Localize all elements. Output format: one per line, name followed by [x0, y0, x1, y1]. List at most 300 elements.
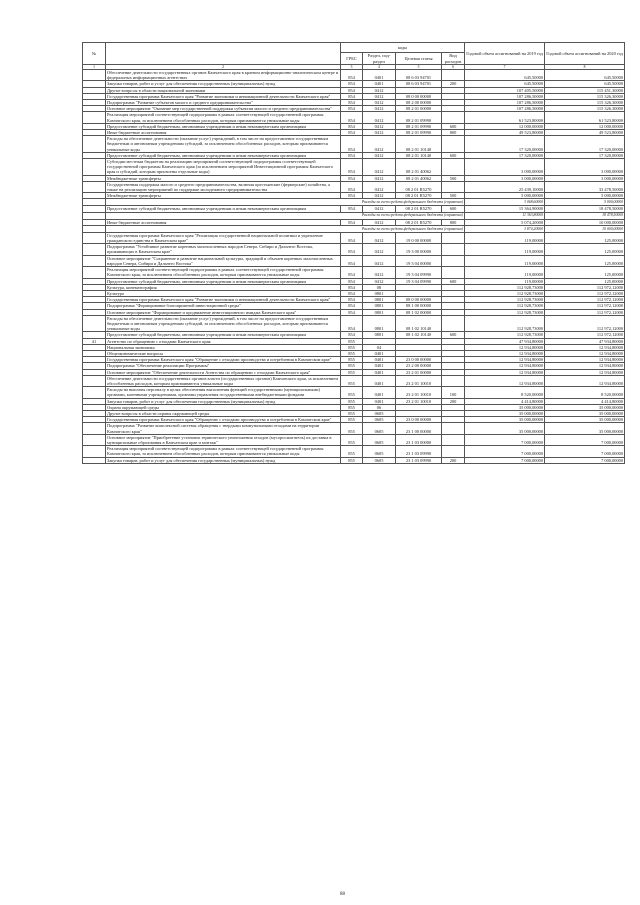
ref-amount-2020: 18 478,50000 [545, 212, 625, 219]
row-grbs: 854 [341, 255, 363, 266]
row-section: 0401 [363, 70, 396, 81]
row-expense-type: 800 [442, 130, 465, 136]
row-section: 0412 [363, 219, 396, 225]
table-row [83, 244, 625, 255]
row-section: 0412 [363, 130, 396, 136]
row-amount-2020: 17 320,00000 [545, 136, 625, 153]
row-grbs: 855 [341, 404, 363, 410]
row-expense-type [442, 315, 465, 332]
row-amount-2019: 3 000,00000 [465, 175, 545, 181]
row-amount-2020: 115 326,30000 [545, 106, 625, 112]
row-amount-2019: 5 074,20000 [465, 219, 545, 225]
row-section: 0412 [363, 123, 396, 129]
row-amount-2019: 7 000,00000 [465, 457, 545, 463]
row-name: Подпрограмма "Развитие субъектов малого и среднего предпринимательства" [106, 100, 341, 106]
row-grbs: 855 [341, 417, 363, 423]
row-grbs: 855 [341, 344, 363, 350]
row-amount-2019: 112 928,73000 [465, 309, 545, 315]
row-name: Обеспечение деятельности государственных органов власти (государственных органов) Камчатского края, за исключением обособленных расходов, которым присваиваются уникальные коды [106, 375, 341, 386]
table-row [83, 446, 625, 457]
row-section: 0801 [363, 309, 396, 315]
ref-amount-2019: 3 068,60000 [465, 199, 545, 206]
row-grbs: 854 [341, 123, 363, 129]
table-row [83, 112, 625, 123]
row-amount-2020: 125,00000 [545, 232, 625, 243]
row-section: 0605 [363, 410, 396, 416]
row-amount-2019: 3 000,00000 [465, 159, 545, 176]
row-target-article: 19 3 04 00000 [396, 255, 442, 266]
table-subrow-reference [83, 199, 625, 206]
header-num: № [83, 43, 106, 65]
row-grbs: 854 [341, 112, 363, 123]
table-row [83, 423, 625, 434]
row-name: Основное мероприятие "Обеспечение деятельности Агентства по обращению с отходами Камчатского края" [106, 369, 341, 375]
row-section: 0401 [363, 375, 396, 386]
row-name: Предоставление субсидий бюджетным, автономным учреждениям и иным некоммерческим организациям [106, 123, 341, 129]
row-grbs: 855 [341, 338, 363, 344]
row-amount-2019: 12 934,80000 [465, 369, 545, 375]
row-name: Иные бюджетные ассигнования [106, 130, 341, 136]
budget-table [82, 42, 625, 464]
row-amount-2019: 107 405,50000 [465, 87, 545, 93]
row-amount-2019: 5 000,00000 [465, 193, 545, 199]
row-amount-2020: 7 000,00000 [545, 446, 625, 457]
row-expense-type [442, 181, 465, 192]
table-row [83, 375, 625, 386]
table-row [83, 387, 625, 398]
row-target-article: 08 2 00 00000 [396, 100, 442, 106]
row-amount-2020: 12 000,00000 [545, 123, 625, 129]
row-amount-2020: 7 000,00000 [545, 457, 625, 463]
row-number [83, 423, 106, 434]
row-section: 0412 [363, 232, 396, 243]
row-amount-2019: 17 320,00000 [465, 152, 545, 158]
row-amount-2020: 7 000,00000 [545, 434, 625, 445]
row-expense-type [442, 375, 465, 386]
row-section: 0401 [363, 398, 396, 404]
row-amount-2019: 645,50000 [465, 81, 545, 87]
row-name: Основное мероприятие "Оказание мер государственной поддержки субъектам малого и среднего предпринимательства" [106, 106, 341, 112]
row-target-article: 08 2 01 40062 [396, 159, 442, 176]
table-body [83, 70, 625, 464]
row-name: Предоставление субсидий бюджетным, автономным учреждениям и иным некоммерческим организациям [106, 332, 341, 338]
row-target-article: 23 2 01 10010 [396, 387, 442, 398]
row-name: Субсидии местным бюджетам на реализацию мероприятий соответствующей подпрограммы соответствующей государственной программы Камчатского края (за исключением мероприятий Инвестиционной программы Камчатского края и субсидий, которым присвоены отдельные коды) [106, 159, 341, 176]
row-amount-2019: 12 934,80000 [465, 350, 545, 356]
row-number: 41 [83, 338, 106, 344]
row-expense-type [442, 70, 465, 81]
row-grbs: 854 [341, 309, 363, 315]
row-target-article: 08 2 01 10140 [396, 136, 442, 153]
header-codes: коды [341, 43, 465, 53]
row-expense-type [442, 232, 465, 243]
row-section: 0412 [363, 112, 396, 123]
row-expense-type [442, 244, 465, 255]
row-target-article: 08 2 01 00000 [396, 106, 442, 112]
row-number [83, 446, 106, 457]
row-name: Обеспечение деятельности государственных органов Камчатского края в краевом информационно-аналитическом центре и федеральных информационных агентствах [106, 70, 341, 81]
row-amount-2020: 35 000,00000 [545, 423, 625, 434]
row-section: 0605 [363, 446, 396, 457]
row-amount-2020: 115 326,30000 [545, 100, 625, 106]
row-expense-type [442, 255, 465, 266]
row-name: Закупка товаров, работ и услуг для обеспечения государственных (муниципальных) нужд [106, 398, 341, 404]
row-grbs: 854 [341, 290, 363, 296]
row-amount-2020: 5 000,00000 [545, 193, 625, 199]
row-name: Государственная программа Камчатского края "Обращение с отходами производства и потребления в Камчатском крае" [106, 417, 341, 423]
table-row [83, 159, 625, 176]
row-target-article: 23 1 00 00000 [396, 423, 442, 434]
row-grbs: 854 [341, 303, 363, 309]
row-target-article: 19 3 04 09990 [396, 278, 442, 284]
row-target-article: 08 2 01 09990 [396, 130, 442, 136]
row-target-article: 08 1 00 00000 [396, 303, 442, 309]
table-row [83, 434, 625, 445]
row-amount-2020: 112 972,12000 [545, 284, 625, 290]
row-expense-type: 500 [442, 175, 465, 181]
federal-budget-note: Расходы за счет средств федерального бюджета (справочно) [106, 225, 465, 232]
row-amount-2019: 4 414,80000 [465, 398, 545, 404]
row-expense-type: 600 [442, 123, 465, 129]
row-name: Государственная программа Камчатского края "Обращение с отходами производства и потребления в Камчатском крае" [106, 357, 341, 363]
row-target-article: 23 2 01 00000 [396, 369, 442, 375]
row-amount-2020: 4 414,80000 [545, 398, 625, 404]
row-amount-2019: 645,50000 [465, 70, 545, 81]
row-grbs: 854 [341, 181, 363, 192]
row-name: Другие вопросы в области национальной экономики [106, 87, 341, 93]
row-amount-2020: 125,00000 [545, 255, 625, 266]
row-target-article: 08 6 03 94701 [396, 70, 442, 81]
row-section: 0412 [363, 267, 396, 278]
row-section: 0801 [363, 332, 396, 338]
row-section: 0412 [363, 244, 396, 255]
table-row [83, 181, 625, 192]
row-section: 0412 [363, 175, 396, 181]
row-expense-type: 200 [442, 81, 465, 87]
row-amount-2019: 25 439,10000 [465, 181, 545, 192]
row-name: Предоставление субсидий бюджетным, автономным учреждениям и иным некоммерческим организациям [106, 152, 341, 158]
table-row [83, 457, 625, 463]
row-amount-2020: 12 934,80000 [545, 375, 625, 386]
row-section: 0412 [363, 100, 396, 106]
row-name: Охрана окружающей среды [106, 404, 341, 410]
row-amount-2020: 12 934,80000 [545, 344, 625, 350]
row-grbs: 854 [341, 297, 363, 303]
row-amount-2020: 112 972,12000 [545, 315, 625, 332]
header-2020: Годовой объем ассигнований на 2020 год [545, 43, 625, 65]
row-grbs: 855 [341, 375, 363, 386]
row-amount-2019: 119,00000 [465, 255, 545, 266]
row-name: Межбюджетные трансферты [106, 193, 341, 199]
header-name [106, 43, 341, 65]
row-section: 0412 [363, 255, 396, 266]
table-subrow-reference [83, 212, 625, 219]
table-row [83, 267, 625, 278]
row-grbs: 855 [341, 387, 363, 398]
row-amount-2019: 61 523,80000 [465, 112, 545, 123]
row-name: Государственная программа Камчатского края "Реализация государственной национальной политики и укрепление гражданского единства в Камчатском крае" [106, 232, 341, 243]
row-section: 0412 [363, 106, 396, 112]
row-amount-2020: 115 451,30000 [545, 87, 625, 93]
row-target-article: 08 2 01 10140 [396, 152, 442, 158]
row-grbs: 854 [341, 278, 363, 284]
column-index-row: 1 2 3 4 5 6 7 8 [83, 65, 625, 70]
row-amount-2020: 10 000,00000 [545, 219, 625, 225]
row-amount-2020: 3 000,00000 [545, 159, 625, 176]
row-target-article: 23 2 00 00000 [396, 363, 442, 369]
row-section: 0412 [363, 193, 396, 199]
row-name: Подпрограмма "Развитие комплексной системы обращения с твердыми коммунальными отходами на территории Камчатского края" [106, 423, 341, 434]
row-grbs: 855 [341, 398, 363, 404]
row-name: Государственная поддержка малого и среднего предпринимательства, включая крестьянские (фермерские) хозяйства, а также на реализацию мероприятий по поддержке молодежного предпринимательства [106, 181, 341, 192]
row-amount-2019: 17 320,00000 [465, 136, 545, 153]
row-number [83, 136, 106, 153]
row-grbs: 854 [341, 81, 363, 87]
row-target-article: 23 1 03 00000 [396, 434, 442, 445]
header-csr: Целевая статья [396, 53, 442, 65]
row-section: 0401 [363, 81, 396, 87]
row-amount-2019: 112 928,73000 [465, 290, 545, 296]
row-section: 0801 [363, 297, 396, 303]
row-grbs: 854 [341, 284, 363, 290]
row-name: Общеэкономические вопросы [106, 350, 341, 356]
ref-amount-2019: 3 874,20000 [465, 225, 545, 232]
row-amount-2019: 8 520,00000 [465, 387, 545, 398]
row-name: Другие вопросы в области охраны окружающей среды [106, 410, 341, 416]
row-target-article: 08 1 02 00000 [396, 309, 442, 315]
row-expense-type: 200 [442, 398, 465, 404]
row-grbs: 854 [341, 100, 363, 106]
row-grbs: 855 [341, 357, 363, 363]
row-section: 0801 [363, 290, 396, 296]
row-target-article: 08 1 02 10140 [396, 315, 442, 332]
table-row [83, 232, 625, 243]
row-amount-2019: 119,00000 [465, 244, 545, 255]
ref-amount-2019: 11 363,80000 [465, 212, 545, 219]
row-amount-2020: 12 934,80000 [545, 369, 625, 375]
row-grbs: 854 [341, 315, 363, 332]
row-amount-2020: 645,50000 [545, 81, 625, 87]
row-section: 0605 [363, 434, 396, 445]
row-name: Государственная программа Камчатского края "Развитие экономики и инновационной деятельности Камчатского края" [106, 93, 341, 99]
row-expense-type: 600 [442, 278, 465, 284]
row-grbs: 854 [341, 152, 363, 158]
row-section: 0401 [363, 350, 396, 356]
row-amount-2020: 8 520,00000 [545, 387, 625, 398]
row-amount-2020: 112 972,12000 [545, 332, 625, 338]
row-amount-2020: 112 972,12000 [545, 297, 625, 303]
row-number [83, 70, 106, 81]
row-amount-2020: 47 934,80000 [545, 338, 625, 344]
row-section: 0401 [363, 363, 396, 369]
table-row [83, 255, 625, 266]
row-name: Агентство по обращению с отходами Камчатского края [106, 338, 341, 344]
row-grbs: 855 [341, 423, 363, 434]
row-target-article: 19 3 00 00000 [396, 244, 442, 255]
row-grbs: 854 [341, 106, 363, 112]
row-amount-2020: 3 000,00000 [545, 175, 625, 181]
row-grbs: 854 [341, 244, 363, 255]
row-grbs: 854 [341, 130, 363, 136]
row-name: Расходы на выплаты персоналу в целях обеспечения выполнения функций государственными (муниципальными) органами, казенными учреждениями, органами управления государственными внебюджетными фондами [106, 387, 341, 398]
row-name: Предоставление субсидий бюджетным, автономным учреждениям и иным некоммерческим организациям [106, 278, 341, 284]
row-amount-2020: 35 000,00000 [545, 417, 625, 423]
row-name: Подпрограмма "Формирование благоприятной инвестиционной среды" [106, 303, 341, 309]
row-number [83, 232, 106, 243]
row-expense-type [442, 446, 465, 457]
row-grbs: 855 [341, 363, 363, 369]
row-section: 0401 [363, 387, 396, 398]
table-row [83, 315, 625, 332]
table-subrow-reference [83, 225, 625, 232]
row-section: 0412 [363, 136, 396, 153]
row-target-article: 08 2 01 40062 [396, 175, 442, 181]
header-grbs: ГРБС [341, 53, 363, 65]
row-amount-2020: 125,00000 [545, 244, 625, 255]
row-section: 0412 [363, 278, 396, 284]
row-name: Основное мероприятие "Формирование и продвижение инвестиционного имиджа Камчатского края" [106, 309, 341, 315]
row-name: Расходы на обеспечение деятельности (оказание услуг) учреждений, в том числе на предоставление государственным бюджетным и автономным учреждениям субсидий, за исключением обособленных расходов, которым присваиваются уникальные коды [106, 136, 341, 153]
row-name: Национальная экономика [106, 344, 341, 350]
row-grbs: 854 [341, 159, 363, 176]
row-grbs: 855 [341, 446, 363, 457]
row-amount-2019: 35 000,00000 [465, 423, 545, 434]
row-amount-2020: 18 478,50000 [545, 206, 625, 212]
row-section: 0412 [363, 87, 396, 93]
row-target-article: 08 2 01 R5270 [396, 206, 442, 212]
row-section: 0801 [363, 315, 396, 332]
row-section: 0401 [363, 369, 396, 375]
row-grbs: 854 [341, 267, 363, 278]
row-number [83, 244, 106, 255]
row-amount-2020: 125,00000 [545, 278, 625, 284]
row-target-article: 08 2 01 R5270 [396, 193, 442, 199]
row-section: 08 [363, 284, 396, 290]
row-target-article: 08 2 01 R5270 [396, 219, 442, 225]
row-name: Иные бюджетные ассигнования [106, 219, 341, 225]
row-name: Подпрограмма "Устойчивое развитие коренных малочисленных народов Севера, Сибири и Дальнего Востока, проживающих в Камчатском крае" [106, 244, 341, 255]
row-name: Государственная программа Камчатского края "Развитие экономики и инновационной деятельности Камчатского края" [106, 297, 341, 303]
row-section: 0401 [363, 357, 396, 363]
row-amount-2019: 119,00000 [465, 232, 545, 243]
ref-amount-2020: 5 000,00000 [545, 199, 625, 206]
row-amount-2020: 12 934,80000 [545, 357, 625, 363]
header-2019: Годовой объем ассигнований на 2019 год [465, 43, 545, 65]
table-row [83, 70, 625, 81]
row-amount-2019: 119,00000 [465, 278, 545, 284]
row-grbs: 855 [341, 434, 363, 445]
row-section: 0605 [363, 417, 396, 423]
row-name: Культура, кинематография [106, 284, 341, 290]
row-name: Закупка товаров, работ и услуг для обеспечения государственных (муниципальных) нужд [106, 457, 341, 463]
row-amount-2020: 125,00000 [545, 267, 625, 278]
row-section: 0412 [363, 152, 396, 158]
row-target-article: 08 2 01 09990 [396, 112, 442, 123]
row-expense-type: 800 [442, 219, 465, 225]
row-amount-2019: 12 934,80000 [465, 357, 545, 363]
row-section: 0412 [363, 93, 396, 99]
row-amount-2019: 35 000,00000 [465, 410, 545, 416]
row-amount-2019: 107 286,50000 [465, 100, 545, 106]
row-expense-type: 600 [442, 152, 465, 158]
row-target-article: 23 2 01 10010 [396, 398, 442, 404]
row-amount-2020: 112 972,12000 [545, 309, 625, 315]
row-number [83, 159, 106, 176]
row-grbs: 854 [341, 232, 363, 243]
row-target-article: 08 0 00 00000 [396, 93, 442, 99]
row-grbs: 854 [341, 206, 363, 212]
row-target-article: 19 0 00 00000 [396, 232, 442, 243]
row-name: Предоставление субсидий бюджетным, автономным учреждениям и иным некоммерческим организациям [106, 206, 341, 212]
row-amount-2019: 12 934,80000 [465, 344, 545, 350]
row-amount-2019: 35 000,00000 [465, 404, 545, 410]
row-amount-2019: 112 928,73000 [465, 315, 545, 332]
row-section: 06 [363, 404, 396, 410]
row-number [83, 112, 106, 123]
row-expense-type: 100 [442, 387, 465, 398]
row-amount-2019: 12 000,00000 [465, 123, 545, 129]
row-amount-2020: 112 972,12000 [545, 290, 625, 296]
row-name: Реализация мероприятий соответствующей подпрограммы в рамках соответствующей государственной программы Камчатского края, за исключением обособленных расходов, которым присваиваются уникальные коды [106, 267, 341, 278]
row-number [83, 267, 106, 278]
row-number [83, 375, 106, 386]
row-number [83, 315, 106, 332]
row-amount-2019: 49 523,80000 [465, 130, 545, 136]
row-section: 04 [363, 344, 396, 350]
row-name: Реализация мероприятий соответствующей подпрограммы в рамках соответствующей государственной программы Камчатского края, за исключением обособленных расходов, которым присваиваются уникальные коды [106, 112, 341, 123]
row-amount-2019: 12 934,80000 [465, 363, 545, 369]
row-expense-type: 500 [442, 193, 465, 199]
row-amount-2019: 112 928,73000 [465, 297, 545, 303]
row-expense-type: 600 [442, 332, 465, 338]
row-expense-type [442, 423, 465, 434]
row-target-article: 23 2 01 10010 [396, 375, 442, 386]
row-number [83, 457, 106, 463]
row-amount-2020: 35 000,00000 [545, 404, 625, 410]
row-amount-2020: 112 972,12000 [545, 303, 625, 309]
row-number [83, 255, 106, 266]
header-vr: Вид расходов [442, 53, 465, 65]
row-name: Межбюджетные трансферты [106, 175, 341, 181]
row-grbs: 854 [341, 136, 363, 153]
row-expense-type [442, 267, 465, 278]
row-amount-2019: 112 928,73000 [465, 332, 545, 338]
row-grbs: 855 [341, 369, 363, 375]
row-name: Подпрограмма "Обеспечение реализации Программы" [106, 363, 341, 369]
row-section: 0801 [363, 303, 396, 309]
row-amount-2019: 7 000,00000 [465, 446, 545, 457]
row-target-article: 23 0 00 00000 [396, 417, 442, 423]
row-grbs: 854 [341, 175, 363, 181]
row-number [83, 387, 106, 398]
row-expense-type [442, 159, 465, 176]
row-name: Закупка товаров, работ и услуг для обеспечения государственных (муниципальных) нужд [106, 81, 341, 87]
row-amount-2019: 119,00000 [465, 267, 545, 278]
row-section: 0605 [363, 423, 396, 434]
row-amount-2019: 47 934,80000 [465, 338, 545, 344]
row-expense-type [442, 136, 465, 153]
row-section: 0412 [363, 181, 396, 192]
federal-budget-note: Расходы за счет средств федерального бюджета (справочно) [106, 212, 465, 219]
row-section: 0412 [363, 159, 396, 176]
row-amount-2020: 33 478,50000 [545, 181, 625, 192]
row-amount-2019: 107 286,50000 [465, 106, 545, 112]
row-grbs: 854 [341, 70, 363, 81]
header-rzpr: Раздел, под-раздел [363, 53, 396, 65]
row-expense-type: 600 [442, 206, 465, 212]
row-name: Расходы на обеспечение деятельности (оказание услуг) учреждений, в том числе на предоставление государственным бюджетным и автономным учреждениям субсидий, за исключением обособленных расходов, которым присваиваются уникальные коды [106, 315, 341, 332]
budget-table-page [82, 42, 624, 464]
